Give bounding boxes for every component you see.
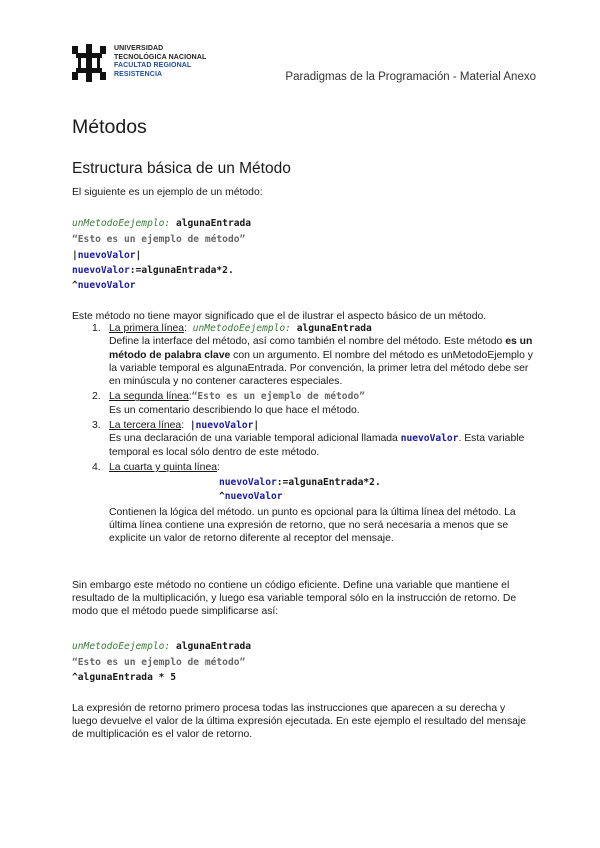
page-header (72, 40, 536, 88)
list-label: La segunda línea (109, 391, 189, 403)
code-line (109, 476, 534, 489)
code-assign: :=algunaEntrada*2. (276, 477, 381, 489)
list-label: La tercera línea (109, 420, 182, 432)
code-selector: unMetodoEejemplo: (72, 641, 171, 652)
code-comment: “Esto es un ejemplo de método” (72, 234, 246, 245)
code-line (72, 265, 234, 276)
code-temp-var: nuevoValor (195, 420, 254, 432)
list-number: 4. (92, 461, 101, 473)
list-number: 2. (92, 391, 101, 403)
utn-logo-icon (72, 44, 106, 82)
list-bold-text: es un método de palabra clave (109, 336, 533, 361)
section-title: Estructura básica de un Método (72, 160, 291, 177)
list-text: con un argumento. El nombre del método es unMetodoEjemplo y la variable temporal es algunaEntrada. Por convención, la primer letra del método debe ser en minúscula y no contener caracteres especiales. (109, 349, 533, 388)
intro-paragraph: El siguiente es un ejemplo de un método: (72, 187, 263, 198)
code-line (72, 218, 251, 229)
paragraph: La expresión de retorno primero procesa todas las instrucciones que aparecen a su derecha y luego devuelve el valor de la última expresión ejecutada. En este ejemplo el resultado del mensaje de multiplicación es el valor de retorno. (72, 703, 527, 741)
code-temp-var: nuevoValor (77, 250, 136, 261)
course-title: Paradigmas de la Programación - Material Anexo (285, 71, 536, 83)
explanation-list (72, 322, 534, 548)
code-arg: algunaEntrada (290, 323, 372, 334)
code-temp-var: nuevoValor (400, 433, 459, 445)
code-caret: ^ (72, 280, 78, 291)
list-label: La cuarta y quinta línea (109, 461, 218, 473)
list-colon: : (184, 323, 187, 334)
code-pipe: | (253, 420, 260, 432)
list-item (72, 419, 534, 459)
list-number: 3. (92, 420, 101, 432)
code-line (72, 280, 136, 291)
code-arg: algunaEntrada (170, 641, 252, 652)
list-item (72, 322, 534, 388)
university-line: FACULTAD REGIONAL (114, 62, 192, 70)
list-text: Define la interface del método, así como también el nombre del método. Este método (109, 336, 506, 348)
paragraph: Sin embargo este método no contiene un código eficiente. Define una variable que mantiene el resultado de la multiplicación, y luego esa variable temporal sólo en la instrucción de retorno. De modo que el método puede simplificarse así: (72, 580, 517, 618)
university-line: UNIVERSIDAD (114, 45, 164, 52)
university-name (114, 45, 206, 79)
list-text: Es una declaración de una variable temporal adicional llamada (109, 433, 401, 445)
list-colon: : (217, 461, 220, 473)
list-number: 1. (92, 323, 101, 334)
code-line (109, 490, 534, 503)
page-title: Métodos (72, 116, 147, 138)
university-line: RESISTENCIA (114, 70, 163, 78)
list-label: La primera línea (109, 323, 185, 334)
code-pipe: | (135, 250, 142, 261)
code-temp-var: nuevoValor (77, 280, 136, 291)
code-line (72, 641, 251, 652)
code-return: ^algunaEntrada * 5 (72, 672, 176, 683)
code-arg: algunaEntrada (170, 218, 252, 229)
code-caret: ^ (219, 490, 225, 502)
code-temp-var: nuevoValor (72, 265, 130, 276)
code-selector: unMetodoEejemplo: (186, 323, 291, 334)
code-selector: unMetodoEejemplo: (72, 218, 171, 229)
code-temp-var: nuevoValor (224, 490, 283, 502)
list-text: Es un comentario describiendo lo que hace el método. (109, 404, 360, 416)
code-line (72, 250, 141, 261)
code-pipe: | (72, 250, 78, 261)
university-line: TECNOLÓGICA NACIONAL (114, 53, 207, 61)
code-comment: “Esto es un ejemplo de método” (72, 657, 246, 668)
code-comment: “Esto es un ejemplo de método” (191, 391, 365, 403)
code-temp-var: nuevoValor (219, 477, 277, 489)
list-colon: : (181, 420, 185, 432)
list-item (72, 461, 534, 546)
list-text: . Esta variable temporal es local sólo dentro de este método. (109, 433, 525, 458)
code-pipe: | (184, 420, 196, 432)
paragraph: Este método no tiene mayor significado que el de ilustrar el aspecto básico de un método. (72, 311, 487, 322)
code-assign: :=algunaEntrada*2. (129, 265, 234, 276)
list-text: Contienen la lógica del método. un punto es opcional para la última línea del método. La última línea contiene una expresión de retorno, que no será necesaria a menos que se explicite un valor de retorno diferente al receptor del mensaje. (109, 506, 516, 545)
list-item (72, 390, 534, 417)
list-colon: : (188, 391, 192, 403)
